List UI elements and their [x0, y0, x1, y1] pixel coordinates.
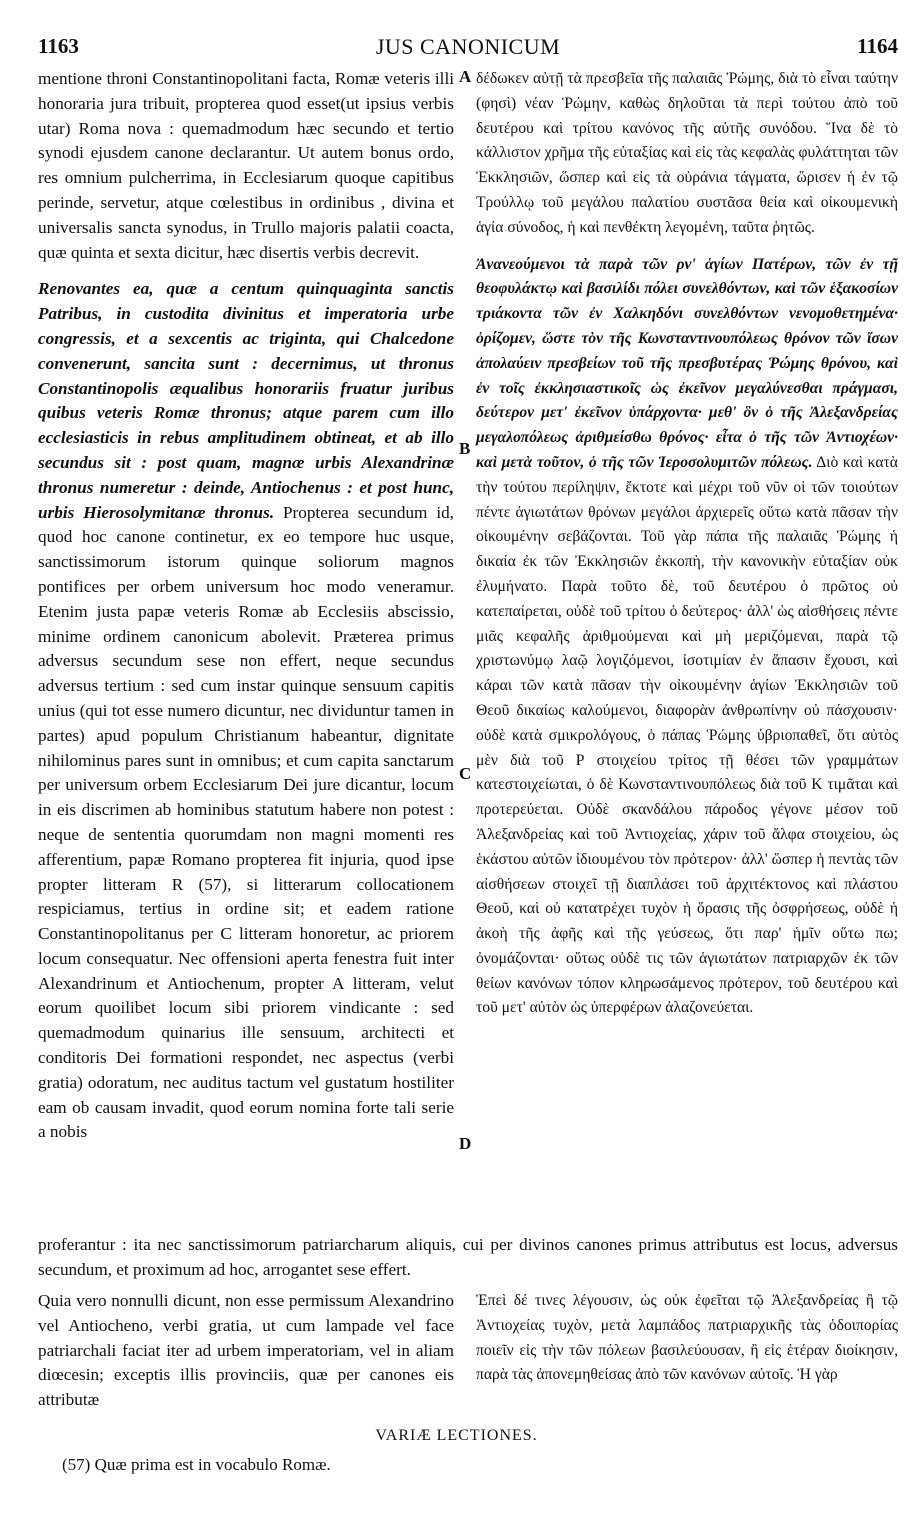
page-number-right: 1164 [857, 34, 898, 58]
page-header [38, 34, 898, 62]
greek-paragraph-2 [476, 253, 898, 1022]
page-number-left: 1163 [38, 34, 79, 58]
margin-marker-c: C [459, 764, 472, 783]
running-title: JUS CANONICUM [375, 34, 561, 59]
greek-column [476, 67, 898, 1021]
margin-marker-b: B [459, 439, 471, 458]
margin-marker-a: A [459, 67, 472, 86]
latin-bottom-column [38, 1289, 454, 1413]
latin-bottom-paragraph: Quia vero nonnulli dicunt, non esse permissum Alexandrino vel Antiocheno, verbi gratia, ut cum lampade vel face patriarchali faciat iter ad urbem imperatoriam, vel in aliam diœcesin; exceptis illis provinciis, quæ per canones eis attributæ [38, 1291, 454, 1410]
latin-paragraph-1: mentione throni Constantinopolitani facta, Romæ veteris illi honoraria jura tribuit, propterea quod esset(ut ipsius verbis utar) Roma nova : quemadmodum hæc secundo et tertio synodi ejusdem canone declarantur. Ut autem bonus ordo, res omnium pulcherrima, in Ecclesiarum quoque capitibus perinde, servetur, atque cœlestibus in ordinibus , divina et universalis sancta synodus, in Trullo majoris palatii coacta, quæ quinta et sexta dicitur, hæc disertis verbis decrevit. [38, 69, 454, 262]
latin-canon-quote: Renovantes ea, quæ a centum quinquaginta sanctis Patribus, in custodita divinitus et imperatoria urbe congressis, et a sexcentis ac triginta, qui Chalcedone convenerunt, sancita sunt : decernimus, ut thronus Constantinopolis æqualibus honorariis fruatur juribus quibus veteris Romæ thronus; atque parem cum illo ecclesiasticis in rebus amplitudinem obtineat, et ab illo secundus sit : post quam, magnæ urbis Alexandrinæ thronus numeretur : deinde, Antiochenus : et post hunc, urbis Hierosolymitanæ thronus. [38, 279, 454, 522]
greek-paragraph-1: δέδωκεν αὐτῇ τὰ πρεσβεῖα τῆς παλαιᾶς Ῥώμης, διὰ τὸ εἶναι ταύτην (φησὶ) νέαν Ῥώμην, καθὼς δηλοῦται τὰ περὶ τούτου ἀπὸ τοῦ δευτέρου καὶ τρίτου κανόνος τῆς αὐτῆς συνόδου. Ἵνα δὲ τὸ κάλλιστον χρῆμα τῆς εὐταξίας καὶ εἰς τὰς κεφαλὰς φυλάττηται τῶν Ἐκκλησιῶν, ὥσπερ καὶ εἰς τὰ οὐράνια τάγματα, ὥρισεν ἡ ἐν τῷ Τρούλλῳ τοῦ μεγάλου παλατίου συστᾶσα θεία καὶ οἰκουμενικὴ ἁγία σύνοδος, ἡ καὶ πενθέκτη λεγομένη, ταῦτα ῥητῶς. [476, 70, 898, 236]
latin-column [38, 67, 454, 1145]
greek-commentary: Διὸ καὶ κατὰ τὴν τούτου περίληψιν, ἔκτοτε καὶ μέχρι τοῦ νῦν οἱ τῶν τοιούτων πέντε ἁγιωτάτων θρόνων μεγάλοι ἀρχιερεῖς οὕτω κατὰ πᾶσαν τὴν οἰκουμένην σεβάζονται. Τοῦ γὰρ πάπα τῆς παλαιᾶς Ῥώμης ἡ δικαία ἐκ τῶν Ἐκκλησιῶν ἐκκοπὴ, τὴν κανονικὴν εὐταξίαν οὐκ ἐλυμήνατο. Παρὰ τοῦτο δὲ, τοῦ δευτέρου ὁ πρῶτος οὐ κατεπαίρεται, οὐδὲ τοῦ τρίτου ὁ δεύτερος· ἀλλ' ὡς αἰσθήσεις πέντε μιᾶς κεφαλῆς ἀριθμούμεναι καὶ μὴ μεριζόμεναι, παρὰ τῷ χριστωνύμῳ λαῷ λογιζόμενοι, ἰσοτιμίαν ἐν ἅπασιν ἔχουσι, καὶ κάραι τῶν κατὰ πᾶσαν τὴν οἰκουμένην ἁγίων Ἐκκλησιῶν τοῦ Θεοῦ δικαίως καλούμενοι, διαφορὰν ἀνθρωπίνην οὐ πάσχουσιν· οὐδὲ κατὰ σμικρολόγους, ὁ πάπας Ῥώμης ὑβριοπαθεῖ, ὅτι αὐτὸς μὲν διὰ τοῦ Ρ στοιχείου τρίτος τῇ θέσει τῶν γραμμάτων κατεστοιχείωται, ὁ δὲ Κωνσταντινουπόλεως διὰ τοῦ Κ τιμᾶται καὶ προτερεύεται. Οὐδὲ σκανδάλου πάροδος γέγονε μέσον τοῦ Ἀλεξανδρείας καὶ τοῦ Ἀντιοχείας, χάριν τοῦ ἄλφα στοιχείου, ὡς ἑκάστου αὐτῶν ἰδιουμένου τὸν πρότερον· ἀλλ' ὥσπερ ἡ πεντὰς τῶν αἰσθήσεων στοιχεῖ τῇ διαπλάσει τοῦ ἀρχιτέκτονος καὶ πλάστου Θεοῦ, καὶ οὐ κατατρέχει τυχὸν ἡ ὅρασις τῆς ὀσφρήσεως, οὐδὲ ἡ ἀκοὴ τῆς ἀφῆς καὶ τῆς γεύσεως, ὅτι παρ' ἡμῖν οὕτω πω; ὀνομάζονται· οὕτως οὐδὲ τις τῶν ἁγιωτάτων πατριαρχῶν ἐκ τῶν θείων κανόνων τόπον κληρωσάμενος πρότερον, τοῦ δευτέρου καὶ τοῦ μετ' αὐτὸν ὡς ὑπερφέρων ἀλαζονεύεται. [476, 453, 898, 1017]
greek-canon-quote: Ἀνανεούμενοι τὰ παρὰ τῶν ρν' ἁγίων Πατέρων, τῶν ἐν τῇ θεοφυλάκτῳ καὶ βασιλίδι πόλει συνελθόντων, καὶ τῶν ἑξακοσίων τριάκοντα τῶν ἐν Χαλκηδόνι συνελθόντων νενομοθετημένα· ὁρίζομεν, ὥστε τὸν τῆς Κωνσταντινουπόλεως θρόνον τῶν ἴσων ἀπολαύειν πρεσβείων τοῦ τῆς πρεσβυτέρας Ῥώμης θρόνου, καὶ ἐν τοῖς ἐκκλησιαστικοῖς ὡς ἐκεῖνον μεγαλύνεσθαι πράγμασι, δεύτερον μετ' ἐκεῖνον ὑπάρχοντα· μεθ' ὃν ὁ τῆς Ἀλεξανδρείας μεγαλοπόλεως ἀριθμείσθω θρόνος· εἶτα ὁ τῆς τῶν Ἀντιοχέων· καὶ μετὰ τοῦτον, ὁ τῆς τῶν Ἱεροσολυμιτῶν πόλεως. [476, 255, 898, 471]
margin-marker-d: D [459, 1134, 472, 1153]
greek-bottom-column [476, 1289, 898, 1388]
variant-note: (57) Quæ prima est in vocabulo Romæ. [62, 1455, 331, 1474]
latin-commentary: Propterea secundum id, quod hoc canone continetur, ex eo tempore huc usque, sanctissimorum istorum quinque soliorum magnos pontifices per orbem universum hoc modo veneramur. Etenim justa papæ veteris Romæ ab Ecclesiis abscissio, minime ordinem canonicum abolevit. Præterea primus adversus secundum sese non effert, neque secundus adversus tertium : sed cum instar quinque sensuum capitis unius (qui tot esse numero dicuntur, nec dividuntur tamen in partes) apud populum Christianum habeantur, dignitate nihilominus pares sunt in omnibus; et cum capita sanctarum per universum orbem Ecclesiarum Dei jure dicantur, locum in eis discrimen ab hominibus statutum habere non potest : neque de sententia quorumdam non magni momenti res afferentium, papæ Romano propterea fit injuria, quod ipse propter litteram R (57), si litterarum collocationem respiciamus, tertius in ordine sit; et eadem ratione Constantinopolitanus per C litteram honoretur, ac priorem locum consequatur. Nec offensioni aperta fenestra fuit inter Alexandrinum et Antiochenum, propter A litteram, velut eorum quoilibet locum sibi priorem vindicante : sed quemadmodum quinarius ille sensuum, architecti et conditoris Dei formationi respondet, nec aspectus (verbi gratia) odoratum, nec auditus tactum vel gustatum hostiliter eam ob causam invadit, quod eorum nomina forte tali serie a nobis [38, 502, 454, 1142]
greek-bottom-paragraph: Ἐπεὶ δέ τινες λέγουσιν, ὡς οὐκ ἐφεῖται τῷ Ἀλεξανδρείας ἢ τῷ Ἀντιοχείας τυχὸν, μετὰ λαμπάδος πατριαρχικῆς τὰς ὁδοιπορίας ποιεῖν εἰς τὴν τῶν πόλεων βασιλεύουσαν, ἢ εἰς ἑτέραν διοίκησιν, παρὰ τὰς ἀπονεμηθείσας ἀπὸ τῶν κανόνων αὐτοῖς. Ἡ γὰρ [476, 1292, 898, 1384]
latin-paragraph-2 [38, 277, 454, 1145]
fullwidth-paragraph: proferantur : ita nec sanctissimorum patriarcharum aliquis, cui per divinos canones primus attributus est locus, adversus secundum, et proximum ad hoc, arrogantet sese effert. [38, 1235, 898, 1279]
variae-lectiones-heading: VARIÆ LECTIONES. [375, 1427, 538, 1444]
